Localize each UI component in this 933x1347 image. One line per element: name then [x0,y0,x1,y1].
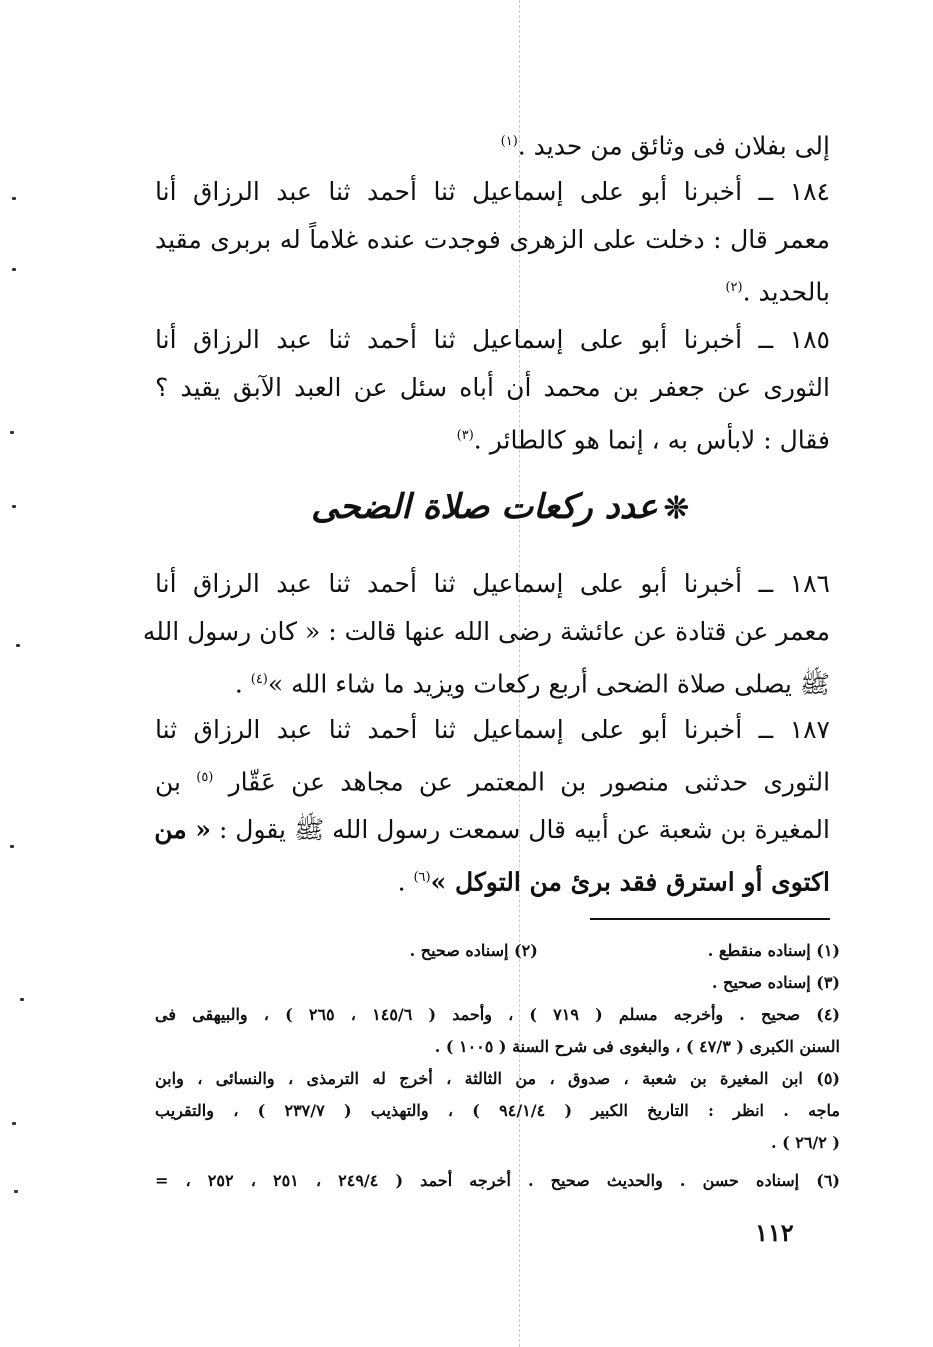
footnote-4-line: السنن الكبرى ( ٤٧/٣ ) ، والبغوى فى شرح السنة ( ١٠٠٥ ) . [434,1037,840,1056]
text-span: ﷺ يصلى صلاة الضحى أربع ركعات ويزيد ما شاء الله » [267,669,830,699]
footnote-line [155,935,840,967]
text-span: . [234,669,251,699]
footnote-ref: (٦) [413,870,431,886]
text-line [155,854,830,906]
footnote-5-line: ماجه . انظر : التاريخ الكبير ( ٩٤/١/٤ ) ، والتهذيب ( ٢٣٧/٧ ) ، والتقريب [155,1101,840,1120]
text-line [155,264,830,316]
footnote-4-line: (٤) صحيح . وأخرجه مسلم ( ٧١٩ ) ، وأحمد ( ١٤٥/٦ ، ٢٦٥ ) ، والبيهقى فى [155,1005,840,1024]
text-line [155,118,830,170]
footnote-2: (٢) إسناده صحيح . [409,941,538,960]
footnote-ref: (٣) [456,428,474,443]
paragraph-187 [155,706,830,907]
text-span: اكتوى أو استرق فقد برئ من التوكل » [430,867,830,897]
text-span: بالحديد . [742,277,830,307]
text-line [155,412,830,464]
scan-speck [14,1190,18,1193]
footnote-5-line: ( ٢٦/٢ ) . [770,1133,840,1152]
scan-speck [20,998,24,1001]
text-span: الثورى حدثنى منصور بن المعتمر عن مجاهد عن عَقّار [228,767,831,797]
text-line: الثورى عن جعفر بن محمد أن أباه سئل عن العبد الآبق يقيد ؟ [155,373,830,402]
footnote-divider [590,918,830,920]
text-line: ١٨٤ ــ أخبرنا أبو على إسماعيل ثنا أحمد ثنا عبد الرزاق أنا [155,177,830,206]
text-line: معمر عن قتادة عن عائشة رضى الله عنها قالت : « كان رسول الله [142,617,830,646]
text-line: ١٨٧ ــ أخبرنا أبو على إسماعيل ثنا أحمد ثنا عبد الرزاق ثنا [155,715,830,744]
text-span: بن [155,767,181,797]
scan-speck [12,197,16,200]
text-line: ١٨٦ ــ أخبرنا أبو على إسماعيل ثنا أحمد ثنا عبد الرزاق أنا [155,569,830,598]
paragraph-184 [155,168,830,316]
paragraph-185 [155,316,830,464]
footnote-ref: (١) [500,134,518,149]
footnote-1: (١) إسناده منقطع . [707,941,840,960]
scan-speck [10,431,14,434]
text-span: . [397,867,414,897]
footnote-3: (٣) إسناده صحيح . [711,973,840,992]
text-span: إلى بفلان فى وثائق من حديد . [517,131,830,161]
footnote-ref: (٢) [725,280,743,295]
scan-speck [10,845,14,848]
scan-speck [16,644,20,647]
paragraph-183-tail [155,118,830,170]
scan-speck [12,1122,16,1125]
section-heading [300,482,700,534]
footnote-5-line: (٥) ابن المغيرة بن شعبة ، صدوق ، من الثالثة ، أخرج له الترمذى ، والنسائى ، وابن [155,1069,840,1088]
text-line [155,656,830,708]
text-line: ١٨٥ ــ أخبرنا أبو على إسماعيل ثنا أحمد ثنا عبد الرزاق أنا [155,325,830,354]
scan-speck [12,505,16,508]
text-line [155,754,830,806]
footnote-ref: (٤) [250,672,268,687]
page-number: ١١٢ [755,1218,794,1247]
text-span: فقال : لابأس به ، إنما هو كالطائر . [473,425,830,455]
heading-title: عدد ركعات صلاة الضحى [311,487,658,527]
footnotes [155,935,840,1197]
text-line: معمر قال : دخلت على الزهرى فوجدت عنده غلاماً له بربرى مقيد [155,225,830,254]
footnote-6: (٦) إسناده حسن . والحديث صحيح . أخرجه أحمد ( ٢٤٩/٤ ، ٢٥١ ، ٢٥٢ ، = [155,1171,840,1190]
text-span: المغيرة بن شعبة عن أبيه قال سمعت رسول الله ﷺ يقول : [218,815,830,845]
scan-speck [12,268,16,271]
text-span: « من [154,815,211,845]
paragraph-186 [142,560,830,708]
footnote-ref: (٥) [196,770,214,785]
text-line [155,806,830,854]
ornament-icon: ❊ [663,491,689,526]
